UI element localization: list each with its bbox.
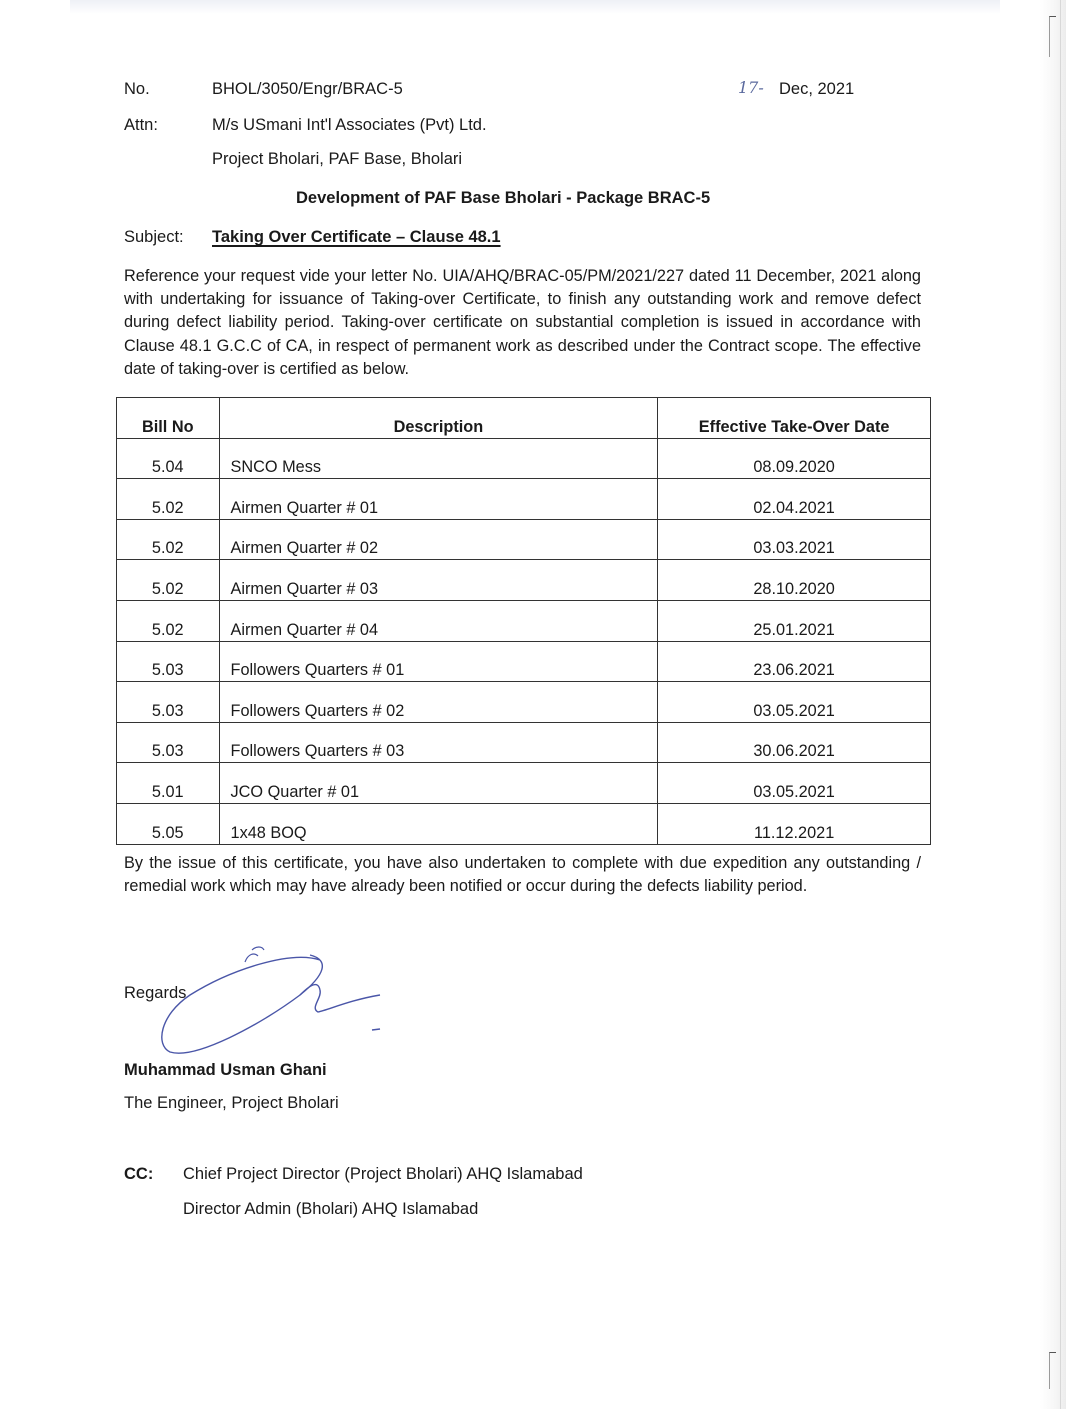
bill-no-cell: 5.02 — [117, 560, 220, 601]
table-row — [117, 560, 931, 601]
bill-no-cell: 5.04 — [117, 438, 220, 479]
date-cell: 25.01.2021 — [658, 600, 931, 641]
take-over-table — [116, 397, 931, 845]
scan-right-edge — [1040, 0, 1066, 1409]
scan-top-shading — [70, 0, 1000, 14]
ref-label: No. — [124, 80, 150, 98]
handwritten-date-day: 17- — [738, 78, 764, 97]
description-cell: 1x48 BOQ — [219, 803, 658, 844]
bill-no-cell: 5.02 — [117, 479, 220, 520]
letter-date: Dec, 2021 — [779, 80, 855, 98]
bill-no-cell: 5.05 — [117, 803, 220, 844]
scan-edge-line — [1060, 0, 1061, 1409]
regards-text: Regards — [124, 984, 187, 1002]
description-cell: Airmen Quarter # 03 — [219, 560, 658, 601]
header-description: Description — [219, 398, 658, 439]
bill-no-cell: 5.03 — [117, 722, 220, 763]
scan-corner-mark-top — [1049, 16, 1056, 57]
description-cell: Followers Quarters # 02 — [219, 682, 658, 723]
closing-paragraph: By the issue of this certificate, you have also undertaken to complete with due expedition any outstanding / remedial work which may have already been notified or occur during the defects liability period. — [124, 854, 921, 896]
table-row — [117, 682, 931, 723]
table-row — [117, 519, 931, 560]
bill-no-cell: 5.02 — [117, 600, 220, 641]
table-row — [117, 641, 931, 682]
description-cell: Followers Quarters # 03 — [219, 722, 658, 763]
header-bill-no: Bill No — [117, 398, 220, 439]
bill-no-cell: 5.03 — [117, 641, 220, 682]
attn-address: Project Bholari, PAF Base, Bholari — [212, 150, 463, 168]
date-cell: 02.04.2021 — [658, 479, 931, 520]
document-heading: Development of PAF Base Bholari - Package BRAC-5 — [296, 189, 711, 207]
signature-icon — [150, 940, 390, 1060]
date-cell: 03.05.2021 — [658, 682, 931, 723]
table-row — [117, 763, 931, 804]
description-cell: Airmen Quarter # 04 — [219, 600, 658, 641]
bill-no-cell: 5.03 — [117, 682, 220, 723]
date-cell: 08.09.2020 — [658, 438, 931, 479]
table-row — [117, 438, 931, 479]
date-cell: 03.03.2021 — [658, 519, 931, 560]
table-row — [117, 803, 931, 844]
signatory-name: Muhammad Usman Ghani — [124, 1061, 327, 1079]
cc-label: CC: — [124, 1165, 154, 1183]
scan-corner-mark-bottom — [1049, 1352, 1056, 1389]
date-cell: 28.10.2020 — [658, 560, 931, 601]
date-cell: 23.06.2021 — [658, 641, 931, 682]
date-cell: 03.05.2021 — [658, 763, 931, 804]
attn-label: Attn: — [124, 116, 158, 134]
intro-paragraph: Reference your request vide your letter No. UIA/AHQ/BRAC-05/PM/2021/227 dated 11 December, 2021 along with undertaking for issuance of Taking-over Certificate, to finish any outstanding work and remove defect during defect liability period. Taking-over certificate on substantial completion is issued in accordance with Clause 48.1 G.C.C of CA, in respect of permanent work as described under the Contract scope. The effective date of taking-over is certified as below. — [124, 267, 921, 378]
table-row — [117, 722, 931, 763]
table-header-row — [117, 398, 931, 439]
table-row — [117, 479, 931, 520]
subject-title: Taking Over Certificate – Clause 48.1 — [212, 228, 501, 246]
table-row — [117, 600, 931, 641]
date-cell: 30.06.2021 — [658, 722, 931, 763]
date-cell: 11.12.2021 — [658, 803, 931, 844]
subject-label: Subject: — [124, 228, 184, 246]
ref-number: BHOL/3050/Engr/BRAC-5 — [212, 80, 403, 98]
signatory-title: The Engineer, Project Bholari — [124, 1094, 339, 1112]
attn-recipient: M/s USmani Int'l Associates (Pvt) Ltd. — [212, 116, 487, 134]
description-cell: Airmen Quarter # 01 — [219, 479, 658, 520]
cc-recipient: Chief Project Director (Project Bholari) AHQ Islamabad — [183, 1165, 583, 1183]
description-cell: Airmen Quarter # 02 — [219, 519, 658, 560]
description-cell: SNCO Mess — [219, 438, 658, 479]
description-cell: JCO Quarter # 01 — [219, 763, 658, 804]
header-take-over-date: Effective Take-Over Date — [658, 398, 931, 439]
bill-no-cell: 5.01 — [117, 763, 220, 804]
cc-recipient: Director Admin (Bholari) AHQ Islamabad — [183, 1200, 479, 1218]
bill-no-cell: 5.02 — [117, 519, 220, 560]
description-cell: Followers Quarters # 01 — [219, 641, 658, 682]
